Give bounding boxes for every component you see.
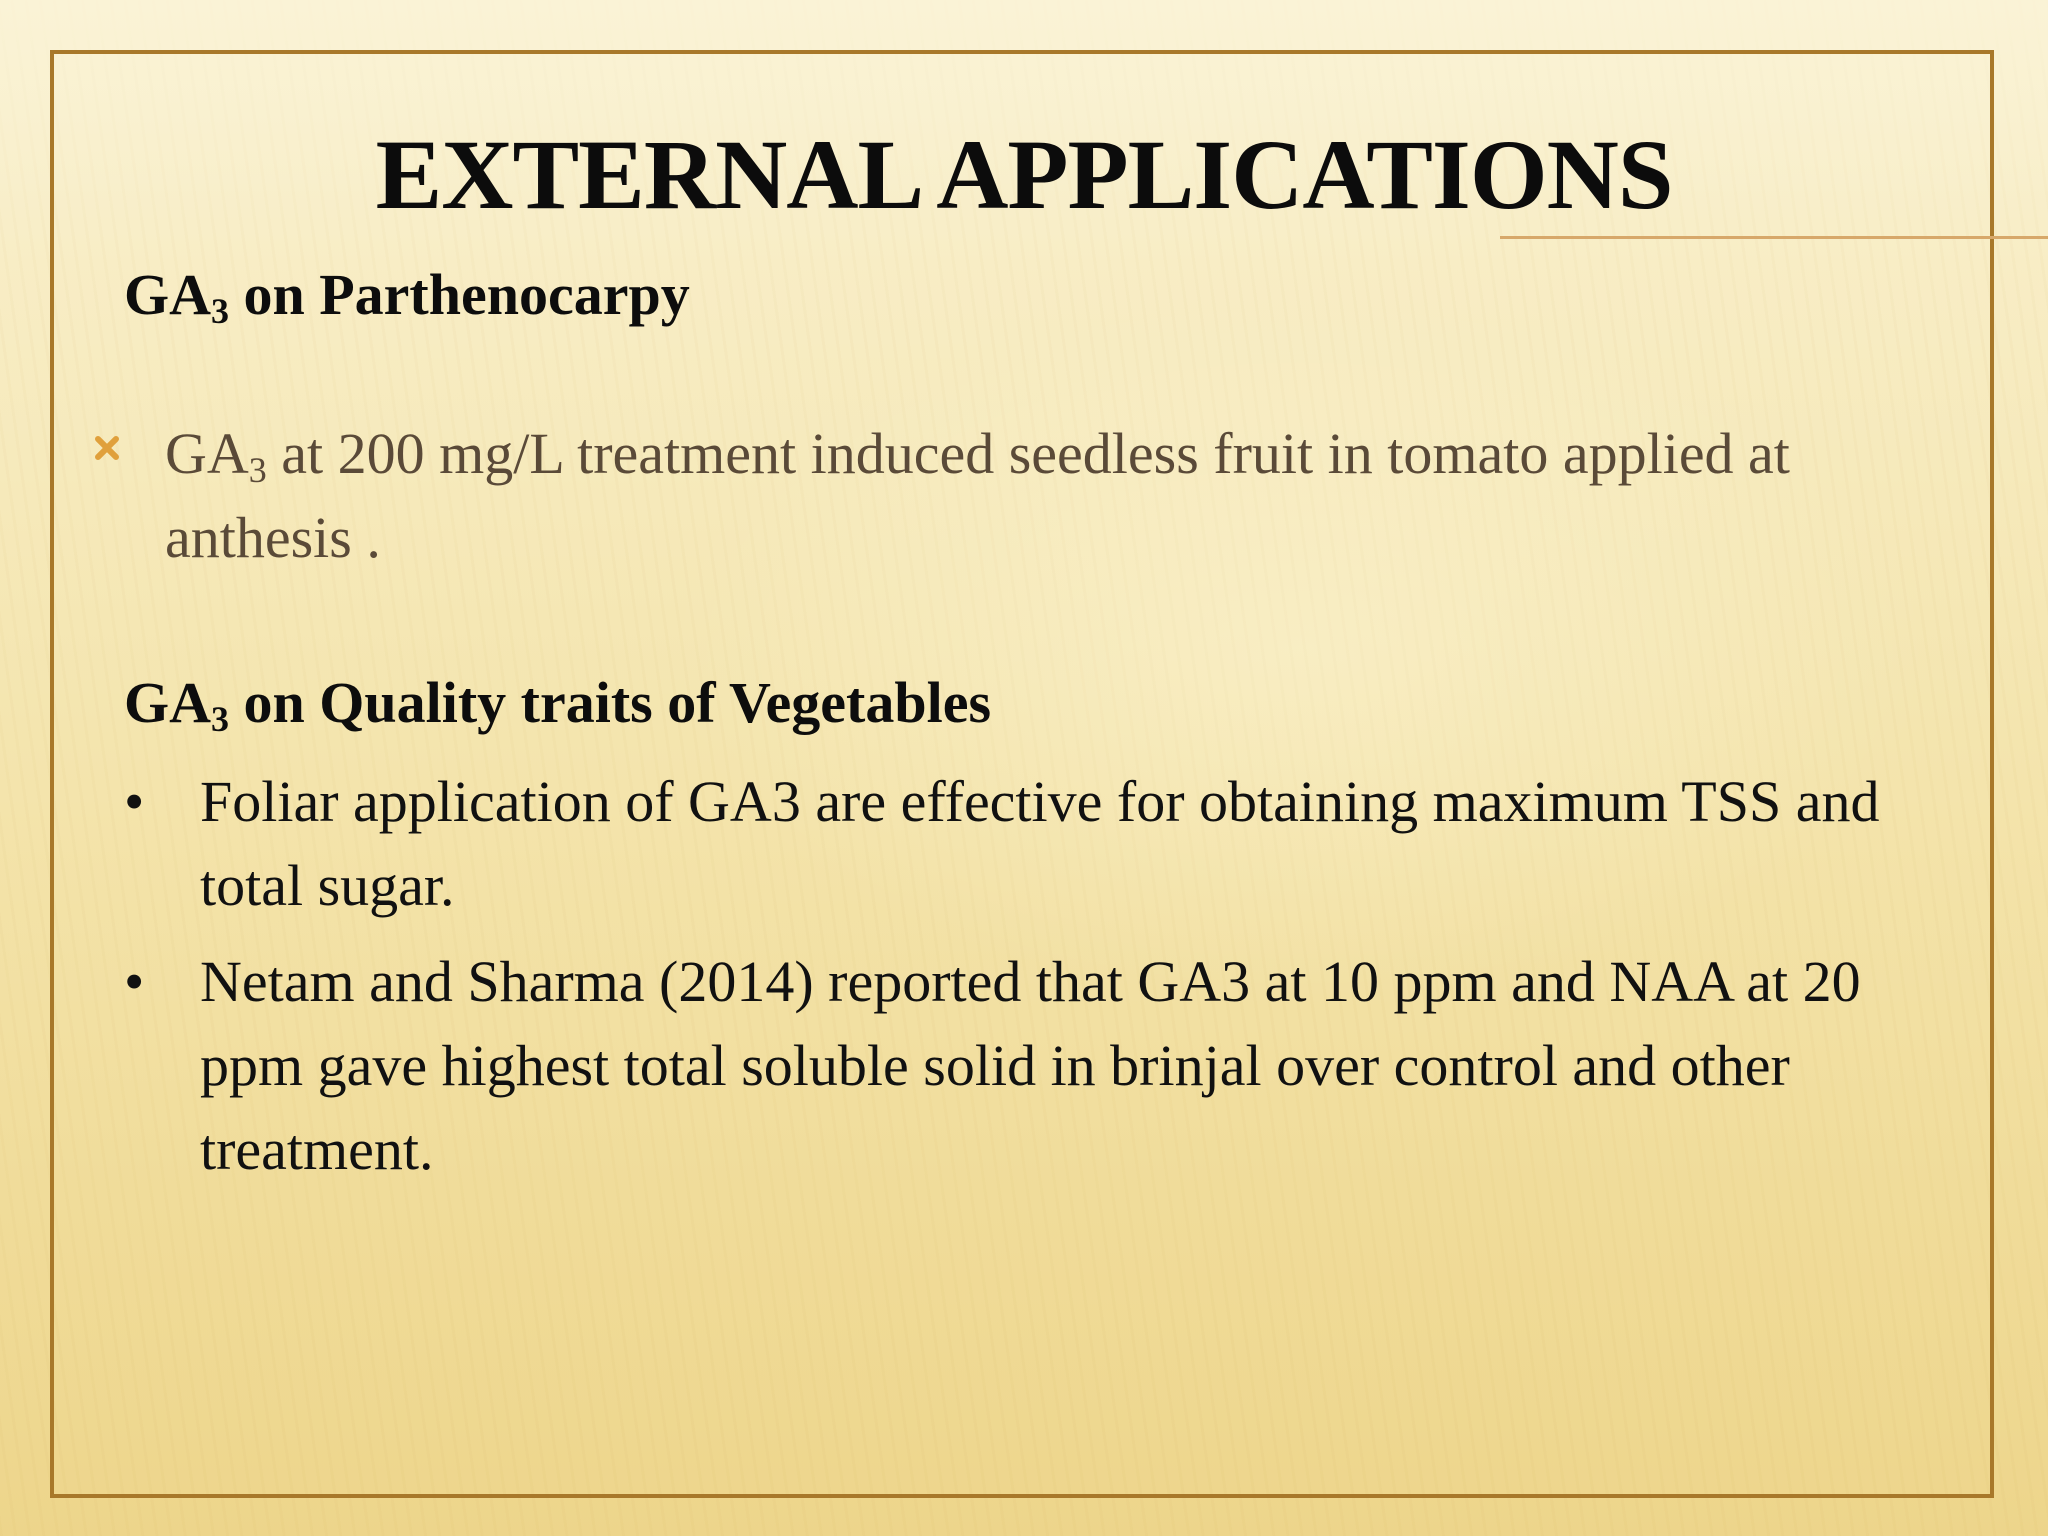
x-mark-icon [95,412,165,460]
list-item-text: Foliar application of GA3 are effective for obtaining maximum TSS and total sugar. [200,769,1880,918]
quality-traits-list [124,760,1924,1204]
list-item [124,940,1924,1192]
list-item [124,760,1924,928]
slide-title: EXTERNAL APPLICATIONS [375,119,1673,230]
dot-bullet-icon: • [124,769,145,834]
parthenocarpy-bullet [95,412,1895,580]
parthenocarpy-heading: $GA_3$ on Parthenocarpy [124,262,690,331]
list-item-text: Netam and Sharma (2014) reported that GA3 at 10 ppm and NAA at 20 ppm gave highest total soluble solid in brinjal over control and other treatment. [200,949,1861,1182]
dot-bullet-icon: • [124,949,145,1014]
title-rule [1500,236,2048,239]
parthenocarpy-bullet-text: $GA_3$ at 200 mg/L treatment induced seedless fruit in tomato applied at anthesis . [165,421,1790,570]
quality-traits-heading: $GA_3$ on Quality traits of Vegetables [124,670,992,739]
